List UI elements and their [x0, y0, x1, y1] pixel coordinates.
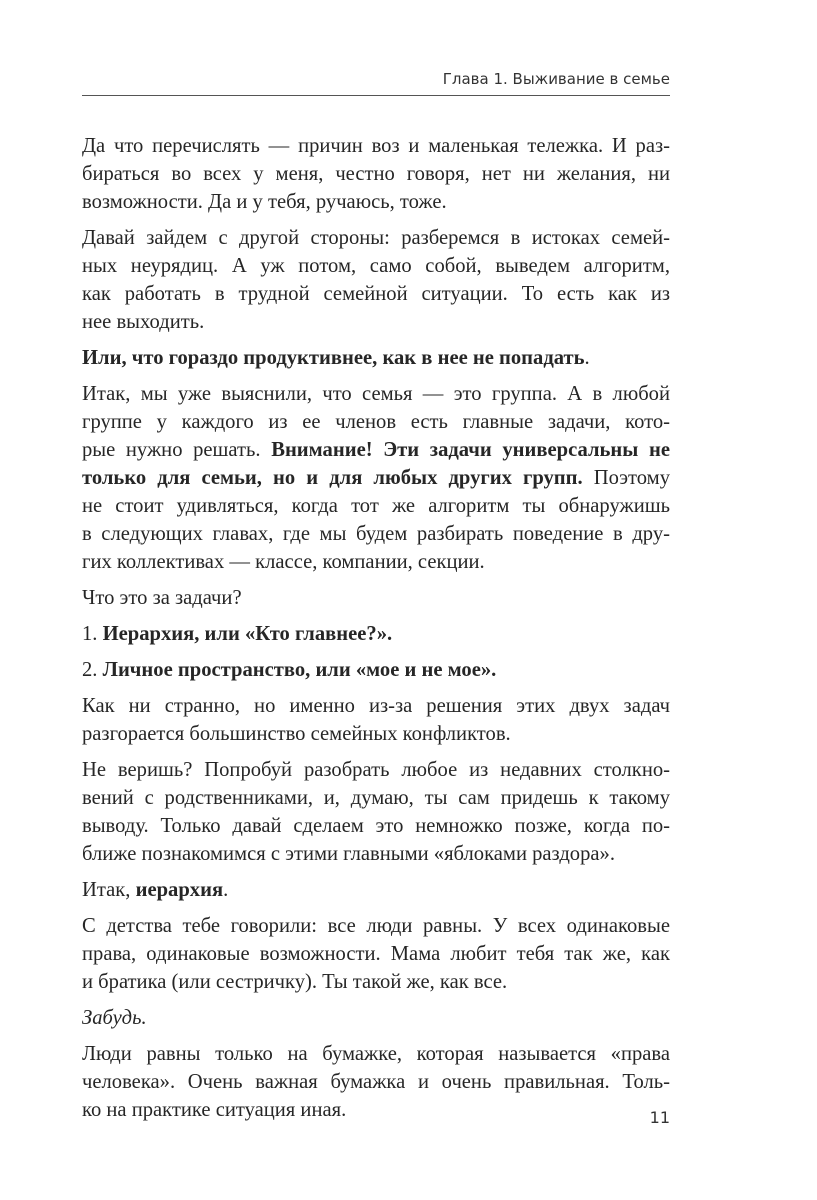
text-segment: 2.	[82, 659, 103, 681]
text-segment: нее выходить.	[82, 311, 205, 333]
text-segment: рые нужно решать.	[82, 439, 272, 461]
paragraph	[82, 1004, 670, 1032]
bold-text: Личное пространство, или «мое и не мое».	[102, 659, 497, 681]
text-line	[82, 620, 670, 648]
text-line	[82, 380, 670, 408]
text-segment: права, одинаковые возможности. Мама любит тебя так же, как	[82, 943, 670, 965]
italic-text: Забудь.	[82, 1007, 147, 1029]
text-segment: .	[584, 347, 590, 369]
bold-text: Иерархия, или «Кто главнее?».	[102, 623, 393, 645]
paragraph	[82, 380, 670, 576]
text-segment: группе у каждого из ее членов есть главные задачи, кото-	[82, 411, 670, 433]
text-line	[82, 912, 670, 940]
text-segment: С детства тебе говорили: все люди равны. У всех одинаковые	[82, 915, 670, 937]
paragraph	[82, 224, 670, 336]
text-line	[82, 520, 670, 548]
text-line	[82, 436, 670, 464]
paragraph	[82, 132, 670, 216]
text-segment: в следующих главах, где мы будем разбирать поведение в дру-	[82, 523, 670, 545]
paragraph	[82, 584, 670, 612]
text-line	[82, 1068, 670, 1096]
text-line	[82, 756, 670, 784]
text-line	[82, 280, 670, 308]
text-segment: возможности. Да и у тебя, ручаюсь, тоже.	[82, 191, 447, 213]
text-segment: ко на практике ситуация иная.	[82, 1099, 347, 1121]
text-line	[82, 812, 670, 840]
text-segment: ближе познакомимся с этими главными «яблоками раздора».	[82, 843, 615, 865]
text-line	[82, 1096, 670, 1124]
bold-text: иерархия	[135, 879, 224, 901]
text-segment: выводу. Только давай сделаем это немножко позже, когда по-	[82, 815, 670, 837]
running-header: Глава 1. Выживание в семье	[442, 70, 670, 88]
text-line	[82, 188, 670, 216]
text-line	[82, 1040, 670, 1068]
text-line	[82, 968, 670, 996]
text-line	[82, 464, 670, 492]
text-line	[82, 408, 670, 436]
body-text	[82, 132, 670, 1132]
text-segment: Как ни странно, но именно из-за решения этих двух задач	[82, 695, 670, 717]
text-line	[82, 344, 670, 372]
text-line	[82, 252, 670, 280]
paragraph	[82, 692, 670, 748]
text-line	[82, 308, 670, 336]
paragraph	[82, 1040, 670, 1124]
paragraph	[82, 656, 670, 684]
text-segment: Давай зайдем с другой стороны: разберемся в истоках семей-	[82, 227, 670, 249]
text-segment: Итак,	[82, 879, 136, 901]
text-line	[82, 132, 670, 160]
text-segment: .	[223, 879, 229, 901]
text-line	[82, 656, 670, 684]
text-line	[82, 548, 670, 576]
text-segment: Не веришь? Попробуй разобрать любое из недавних столкно-	[82, 759, 670, 781]
text-line	[82, 224, 670, 252]
text-line	[82, 840, 670, 868]
text-segment: бираться во всех у меня, честно говоря, нет ни желания, ни	[82, 163, 670, 185]
text-line	[82, 940, 670, 968]
text-segment: гих коллективах — классе, компании, секции.	[82, 551, 485, 573]
paragraph	[82, 912, 670, 996]
text-segment: вений с родственниками, и, думаю, ты сам придешь к такому	[82, 787, 670, 809]
page-number: 11	[649, 1108, 670, 1127]
text-segment: не стоит удивляться, когда тот же алгоритм ты обнаружишь	[82, 495, 670, 517]
text-line	[82, 584, 670, 612]
text-segment: и братика (или сестричку). Ты такой же, как все.	[82, 971, 508, 993]
text-segment: Люди равны только на бумажке, которая называется «права	[82, 1043, 670, 1065]
text-segment: разгорается большинство семейных конфликтов.	[82, 723, 511, 745]
text-segment: Поэтому	[582, 467, 670, 489]
paragraph	[82, 756, 670, 868]
text-line	[82, 160, 670, 188]
bold-text: Или, что гораздо продуктивнее, как в нее не попадать	[82, 347, 585, 369]
text-line	[82, 692, 670, 720]
text-segment: 1.	[82, 623, 103, 645]
text-segment: Да что перечислять — причин воз и маленькая тележка. И раз-	[82, 135, 670, 157]
text-segment: Итак, мы уже выяснили, что семья — это группа. А в любой	[82, 383, 670, 405]
bold-text: только для семьи, но и для любых других групп.	[82, 467, 583, 489]
text-segment: человека». Очень важная бумажка и очень правильная. Толь-	[82, 1071, 670, 1093]
text-segment: ных неурядиц. А уж потом, само собой, выведем алгоритм,	[82, 255, 670, 277]
text-segment: Что это за задачи?	[82, 587, 242, 609]
paragraph	[82, 344, 670, 372]
bold-text: Внимание! Эти задачи универсальны не	[271, 439, 670, 461]
paragraph	[82, 620, 670, 648]
text-line	[82, 876, 670, 904]
header-rule	[82, 95, 670, 96]
paragraph	[82, 876, 670, 904]
text-line	[82, 492, 670, 520]
text-line	[82, 1004, 670, 1032]
text-segment: как работать в трудной семейной ситуации. То есть как из	[82, 283, 670, 305]
text-line	[82, 720, 670, 748]
text-line	[82, 784, 670, 812]
